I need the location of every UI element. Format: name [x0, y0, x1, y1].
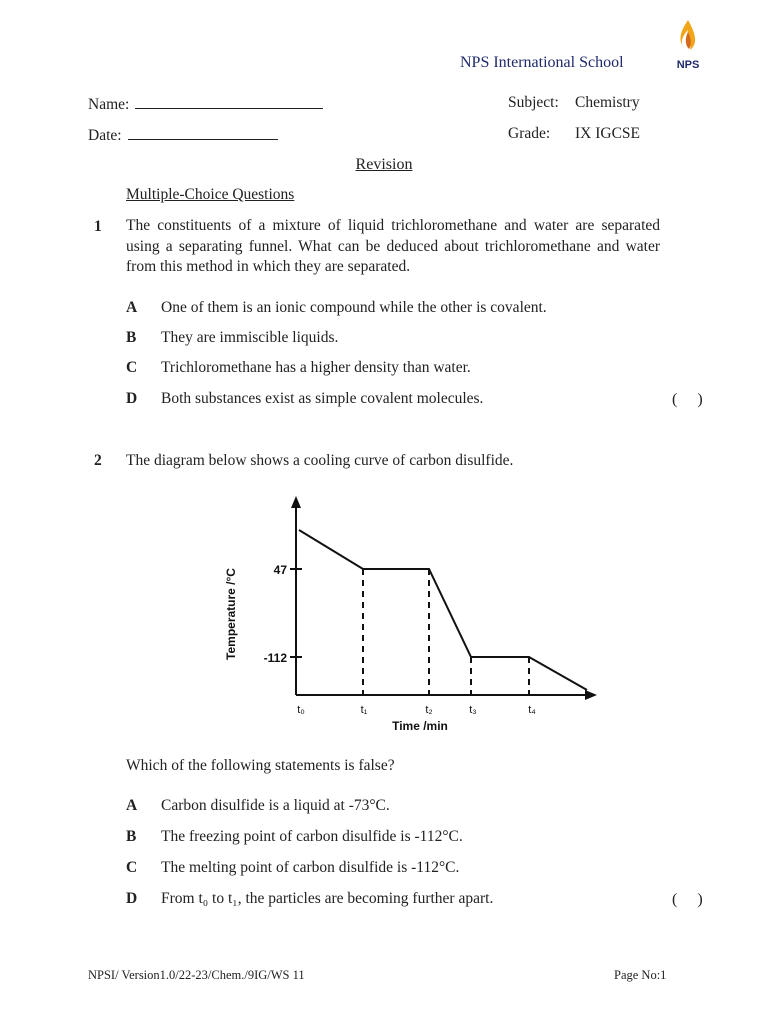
option-letter: B [126, 828, 137, 845]
option-text[interactable]: Trichloromethane has a higher density than water. [161, 359, 471, 376]
x-tick-label: t₀ [297, 704, 305, 716]
name-blank[interactable] [135, 94, 323, 109]
option-text[interactable]: They are immiscible liquids. [161, 329, 339, 346]
name-field[interactable] [88, 94, 323, 114]
y-tick-label: 47 [273, 563, 287, 577]
x-axis-arrow-icon [585, 690, 597, 700]
question-number: 2 [94, 452, 102, 469]
option-text[interactable]: One of them is an ionic compound while the other is covalent. [161, 299, 547, 316]
logo-text: NPS [676, 59, 700, 71]
footer-doc-code: NPSI/ Version1.0/22-23/Chem./9IG/WS 11 [88, 968, 305, 982]
answer-box[interactable]: ( ) [672, 891, 703, 908]
option-letter: A [126, 797, 138, 814]
date-blank[interactable] [128, 125, 278, 140]
section-title: Multiple-Choice Questions [126, 186, 295, 203]
question-number: 1 [94, 218, 102, 235]
option-text[interactable]: Carbon disulfide is a liquid at -73°C. [161, 797, 390, 814]
date-field[interactable] [88, 125, 278, 145]
question-prompt: Which of the following statements is false? [126, 757, 395, 774]
x-tick-label: t₂ [425, 704, 433, 716]
question-text: The constituents of a mixture of liquid trichloromethane and water are separated using a separating funnel. What can be deduced about trichloromethane and water from this method in which they are separated. [126, 217, 660, 275]
subject-label: Subject: [508, 94, 559, 111]
x-tick-label: t₁ [360, 704, 368, 716]
cooling-curve-chart [215, 490, 615, 740]
y-tick-label: -112 [263, 651, 287, 665]
x-axis-label: Time /min [392, 719, 448, 733]
option-letter: A [126, 299, 138, 316]
answer-box[interactable]: ( ) [672, 391, 703, 408]
y-axis-label: Temperature /°C [224, 568, 238, 660]
subject-value: Chemistry [575, 94, 640, 111]
question-text: The diagram below shows a cooling curve of carbon disulfide. [126, 452, 514, 469]
x-tick-label: t₄ [528, 704, 536, 716]
x-tick-label: t₃ [469, 704, 477, 716]
grade-label: Grade: [508, 125, 551, 142]
name-label: Name: [88, 96, 130, 113]
flame-logo-icon [670, 18, 706, 74]
option-letter: D [126, 390, 138, 407]
option-letter: C [126, 359, 138, 376]
school-name: NPS International School [460, 54, 624, 71]
date-label: Date: [88, 127, 122, 144]
page-title: Revision [355, 156, 413, 173]
footer-page-number: Page No:1 [614, 968, 667, 982]
option-letter: B [126, 329, 137, 346]
grade-value: IX IGCSE [575, 125, 641, 142]
cooling-curve-line [299, 530, 587, 690]
y-axis-arrow-icon [291, 496, 301, 508]
school-logo [670, 18, 706, 74]
option-text[interactable]: Both substances exist as simple covalent molecules. [161, 390, 484, 407]
option-letter: C [126, 859, 138, 876]
option-letter: D [126, 890, 138, 907]
option-text[interactable]: From t₀ to t₁, the particles are becoming further apart. [161, 890, 494, 907]
option-text[interactable]: The freezing point of carbon disulfide is -112°C. [161, 828, 463, 845]
option-text[interactable]: The melting point of carbon disulfide is -112°C. [161, 859, 460, 876]
